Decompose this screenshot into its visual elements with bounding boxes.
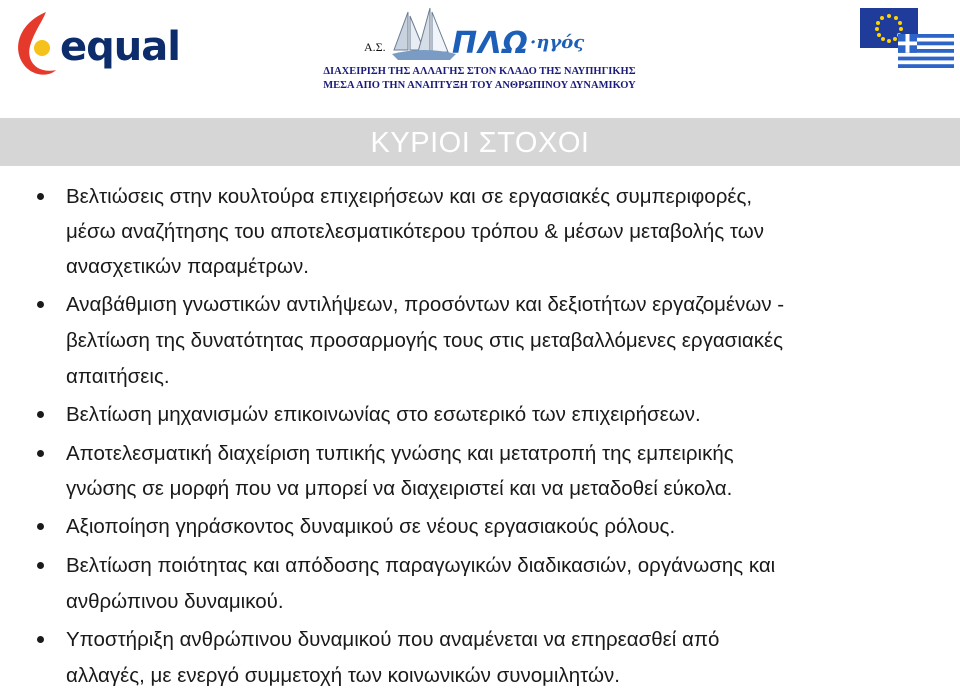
title-bar bbox=[0, 118, 960, 166]
greek-flag-icon bbox=[898, 34, 954, 68]
bullet-line: βελτίωση της δυνατότητας προσαρμογής τους στις μεταβαλλόμενες εργασιακές bbox=[66, 329, 783, 352]
equal-logo-text: equal bbox=[60, 24, 180, 70]
project-initials: Α.Σ. bbox=[364, 40, 386, 54]
bullet-dot bbox=[37, 562, 44, 569]
project-logo bbox=[312, 6, 647, 96]
bullet-dot bbox=[37, 301, 44, 308]
bullet-line: Βελτίωση ποιότητας και απόδοσης παραγωγικών διαδικασιών, οργάνωσης και bbox=[66, 554, 776, 577]
bullet-dot bbox=[37, 411, 44, 418]
bullet-line: Αναβάθμιση γνωστικών αντιλήψεων, προσόντων και δεξιοτήτων εργαζομένων - bbox=[66, 293, 785, 316]
bullet-line: απαιτήσεις. bbox=[66, 365, 170, 388]
bullet-line: Αποτελεσματική διαχείριση τυπικής γνώσης και μετατροπή της εμπειρικής bbox=[66, 442, 734, 465]
page-title bbox=[0, 127, 960, 160]
project-subtitle-line2: ΜΕΣΑ ΑΠΟ ΤΗΝ ΑΝΑΠΤΥΞΗ ΤΟΥ ΑΝΘΡΩΠΙΝΟΥ ΔΥΝΑΜΙΚΟΥ bbox=[323, 80, 636, 91]
bullet-dot bbox=[37, 636, 44, 643]
bullet-line: γνώσης σε μορφή που να μπορεί να διαχειριστεί και να μεταδοθεί εύκολα. bbox=[66, 477, 733, 500]
project-logo-suffix: ·ηγός bbox=[530, 32, 585, 53]
bullet-line: Βελτίωση μηχανισμών επικοινωνίας στο εσωτερικό των επιχειρήσεων. bbox=[66, 403, 701, 426]
bullet-line: ανθρώπινου δυναμικού. bbox=[66, 590, 284, 613]
bullet-dot bbox=[37, 523, 44, 530]
page-title-text: ΚΥΡΙΟΙ ΣΤΟΧΟΙ bbox=[370, 127, 590, 159]
equal-logo bbox=[8, 4, 183, 84]
bullet-line: Υποστήριξη ανθρώπινου δυναμικού που αναμένεται να επηρεασθεί από bbox=[66, 628, 720, 651]
equal-swirl-icon bbox=[8, 4, 68, 84]
bullet-line: αλλαγές, με ενεργό συμμετοχή των κοινωνικών συνομιλητών. bbox=[66, 664, 620, 687]
bullet-line: Αξιοποίηση γηράσκοντος δυναμικού σε νέους εργασιακούς ρόλους. bbox=[66, 515, 676, 538]
flags bbox=[860, 8, 955, 70]
sailboats-icon bbox=[390, 6, 460, 64]
bullet-line: μέσω αναζήτησης του αποτελεσματικότερου τρόπου & μέσων μεταβολής των bbox=[66, 220, 764, 243]
bullet-dot bbox=[37, 450, 44, 457]
bullet-dot bbox=[37, 193, 44, 200]
project-logo-main: ΠΛΩ bbox=[452, 26, 529, 61]
bullet-line: ανασχετικών παραμέτρων. bbox=[66, 255, 309, 278]
bullet-line: Βελτιώσεις στην κουλτούρα επιχειρήσεων και σε εργασιακές συμπεριφορές, bbox=[66, 185, 753, 208]
project-subtitle-line1: ΔΙΑΧΕΙΡΙΣΗ ΤΗΣ ΑΛΛΑΓΗΣ ΣΤΟΝ ΚΛΑΔΟ ΤΗΣ ΝΑΥΠΗΓΙΚΗΣ bbox=[323, 66, 636, 77]
